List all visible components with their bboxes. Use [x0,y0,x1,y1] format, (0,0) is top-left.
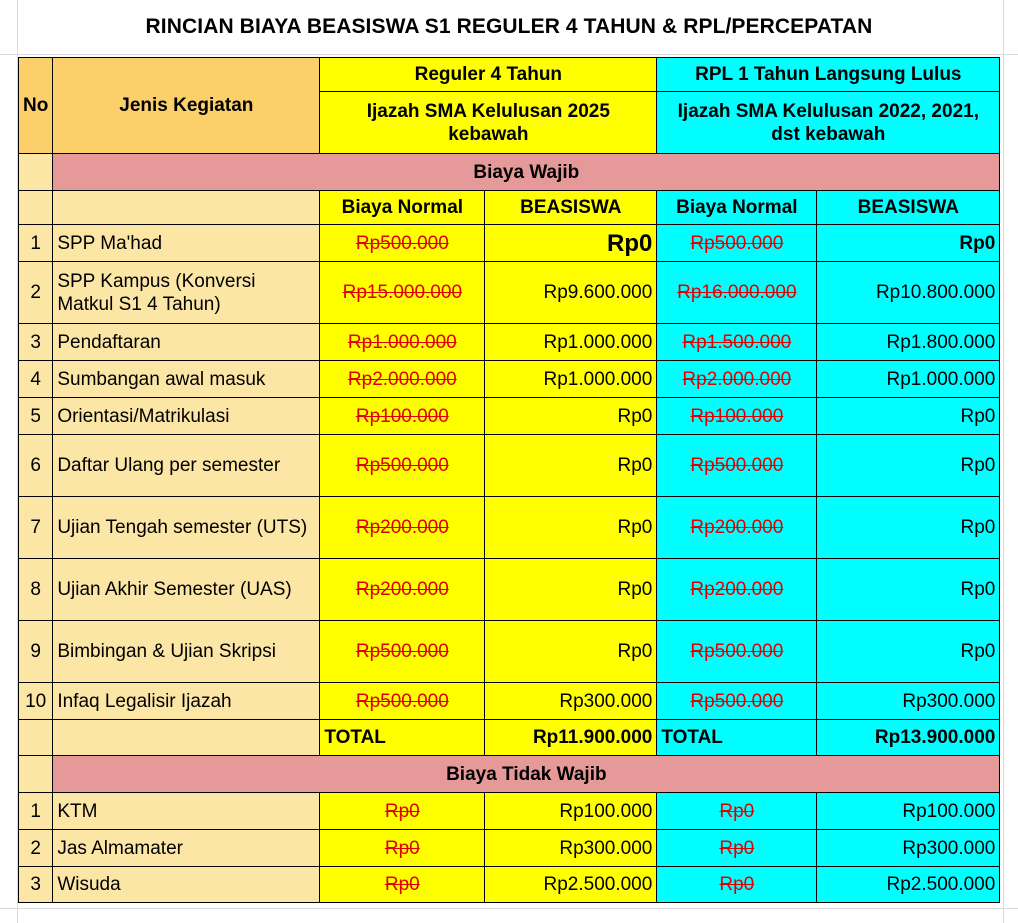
rpl-beasiswa-price[interactable]: Rp300.000 [817,830,1000,867]
row-name[interactable]: SPP Kampus (Konversi Matkul S1 4 Tahun) [53,262,320,324]
gridline [0,54,1018,55]
empty-cell[interactable] [19,191,53,225]
reguler-beasiswa-price[interactable]: Rp0 [485,497,657,559]
reguler-normal-price[interactable]: Rp200.000 [320,559,485,621]
rpl-normal-price[interactable]: Rp2.000.000 [657,361,817,398]
subheader-reguler-beasiswa[interactable]: BEASISWA [485,191,657,225]
row-number[interactable]: 1 [19,225,53,262]
rpl-normal-price[interactable]: Rp0 [657,867,817,903]
section-row-tidak-wajib [19,756,1000,793]
header-reguler-sub[interactable]: Ijazah SMA Kelulusan 2025 kebawah [320,92,657,154]
subheader-row [19,191,1000,225]
reguler-normal-price[interactable]: Rp500.000 [320,435,485,497]
rpl-normal-price[interactable]: Rp100.000 [657,398,817,435]
total-reguler[interactable]: Rp11.900.000 [485,720,657,756]
row-number[interactable]: 5 [19,398,53,435]
reguler-normal-price[interactable]: Rp15.000.000 [320,262,485,324]
rpl-beasiswa-price[interactable]: Rp0 [817,559,1000,621]
sheet-title: RINCIAN BIAYA BEASISWA S1 REGULER 4 TAHUN & RPL/PERCEPATAN [145,15,873,38]
empty-cell[interactable] [53,191,320,225]
row-number[interactable]: 3 [19,867,53,903]
table-row [19,867,1000,903]
row-name[interactable]: Infaq Legalisir Ijazah [53,683,320,720]
reguler-beasiswa-price[interactable]: Rp9.600.000 [485,262,657,324]
reguler-beasiswa-price[interactable]: Rp100.000 [485,793,657,830]
header-row-1 [19,58,1000,92]
rpl-normal-price[interactable]: Rp200.000 [657,497,817,559]
header-no[interactable]: No [19,58,53,154]
reguler-beasiswa-price[interactable]: Rp300.000 [485,683,657,720]
table-row [19,830,1000,867]
table-row [19,361,1000,398]
reguler-normal-price[interactable]: Rp500.000 [320,683,485,720]
row-name[interactable]: Jas Almamater [53,830,320,867]
table-row [19,793,1000,830]
subheader-rpl-beasiswa[interactable]: BEASISWA [817,191,1000,225]
rpl-beasiswa-price[interactable]: Rp100.000 [817,793,1000,830]
table-row [19,324,1000,361]
subheader-reguler-normal[interactable]: Biaya Normal [320,191,485,225]
table-row [19,683,1000,720]
row-number[interactable]: 8 [19,559,53,621]
rpl-normal-price[interactable]: Rp200.000 [657,559,817,621]
row-number[interactable]: 7 [19,497,53,559]
row-number[interactable]: 2 [19,830,53,867]
rpl-beasiswa-price[interactable]: Rp1.800.000 [817,324,1000,361]
reguler-beasiswa-price[interactable]: Rp0 [485,559,657,621]
row-number[interactable]: 3 [19,324,53,361]
empty-cell[interactable] [19,756,53,793]
total-rpl[interactable]: Rp13.900.000 [817,720,1000,756]
total-label-reguler[interactable]: TOTAL [320,720,485,756]
section-row-wajib [19,154,1000,191]
rpl-beasiswa-price[interactable]: Rp0 [817,497,1000,559]
table-row [19,497,1000,559]
rpl-beasiswa-price[interactable]: Rp10.800.000 [817,262,1000,324]
row-name[interactable]: KTM [53,793,320,830]
row-name[interactable]: Ujian Tengah semester (UTS) [53,497,320,559]
row-number[interactable]: 6 [19,435,53,497]
table-row [19,225,1000,262]
rpl-beasiswa-price[interactable]: Rp0 [817,398,1000,435]
section-tidak-wajib-label[interactable]: Biaya Tidak Wajib [53,756,1000,793]
header-jenis-kegiatan[interactable]: Jenis Kegiatan [53,58,320,154]
reguler-normal-price[interactable]: Rp0 [320,867,485,903]
row-name[interactable]: SPP Ma'had [53,225,320,262]
reguler-normal-price[interactable]: Rp500.000 [320,225,485,262]
row-name[interactable]: Ujian Akhir Semester (UAS) [53,559,320,621]
rpl-beasiswa-price[interactable]: Rp0 [817,621,1000,683]
reguler-beasiswa-price[interactable]: Rp1.000.000 [485,324,657,361]
rpl-beasiswa-price[interactable]: Rp0 [817,435,1000,497]
row-number[interactable]: 2 [19,262,53,324]
reguler-beasiswa-price[interactable]: Rp0 [485,225,657,262]
rpl-normal-price[interactable]: Rp16.000.000 [657,262,817,324]
row-number[interactable]: 10 [19,683,53,720]
reguler-beasiswa-price[interactable]: Rp300.000 [485,830,657,867]
reguler-beasiswa-price[interactable]: Rp0 [485,435,657,497]
row-number[interactable]: 4 [19,361,53,398]
row-number[interactable]: 1 [19,793,53,830]
row-name[interactable]: Sumbangan awal masuk [53,361,320,398]
rpl-normal-price[interactable]: Rp500.000 [657,683,817,720]
row-name[interactable]: Orientasi/Matrikulasi [53,398,320,435]
row-name[interactable]: Pendaftaran [53,324,320,361]
reguler-normal-price[interactable]: Rp100.000 [320,398,485,435]
reguler-beasiswa-price[interactable]: Rp0 [485,621,657,683]
section-wajib-label[interactable]: Biaya Wajib [53,154,1000,191]
rpl-normal-price[interactable]: Rp0 [657,793,817,830]
rpl-normal-price[interactable]: Rp500.000 [657,225,817,262]
subheader-rpl-normal[interactable]: Biaya Normal [657,191,817,225]
row-number[interactable]: 9 [19,621,53,683]
rpl-normal-price[interactable]: Rp1.500.000 [657,324,817,361]
reguler-beasiswa-price[interactable]: Rp0 [485,398,657,435]
header-rpl-sub[interactable]: Ijazah SMA Kelulusan 2022, 2021, dst kebawah [657,92,1000,154]
row-name[interactable]: Wisuda [53,867,320,903]
rpl-normal-price[interactable]: Rp500.000 [657,435,817,497]
reguler-normal-price[interactable]: Rp2.000.000 [320,361,485,398]
table-row [19,262,1000,324]
rpl-beasiswa-price[interactable]: Rp1.000.000 [817,361,1000,398]
table-row [19,398,1000,435]
total-label-rpl[interactable]: TOTAL [657,720,817,756]
rpl-normal-price[interactable]: Rp0 [657,830,817,867]
reguler-normal-price[interactable]: Rp1.000.000 [320,324,485,361]
total-row [19,720,1000,756]
reguler-normal-price[interactable]: Rp0 [320,830,485,867]
row-name[interactable]: Bimbingan & Ujian Skripsi [53,621,320,683]
reguler-normal-price[interactable]: Rp200.000 [320,497,485,559]
reguler-normal-price[interactable]: Rp0 [320,793,485,830]
gridline [1003,0,1004,923]
gridline [0,908,1018,909]
reguler-normal-price[interactable]: Rp500.000 [320,621,485,683]
cost-table [18,57,1000,903]
header-reguler-title[interactable]: Reguler 4 Tahun [320,58,657,92]
rpl-beasiswa-price[interactable]: Rp0 [817,225,1000,262]
empty-cell[interactable] [19,720,53,756]
reguler-beasiswa-price[interactable]: Rp2.500.000 [485,867,657,903]
table-row [19,621,1000,683]
header-rpl-title[interactable]: RPL 1 Tahun Langsung Lulus [657,58,1000,92]
empty-cell[interactable] [19,154,53,191]
reguler-beasiswa-price[interactable]: Rp1.000.000 [485,361,657,398]
row-name[interactable]: Daftar Ulang per semester [53,435,320,497]
rpl-beasiswa-price[interactable]: Rp300.000 [817,683,1000,720]
empty-cell[interactable] [53,720,320,756]
rpl-normal-price[interactable]: Rp500.000 [657,621,817,683]
rpl-beasiswa-price[interactable]: Rp2.500.000 [817,867,1000,903]
table-row [19,435,1000,497]
table-row [19,559,1000,621]
